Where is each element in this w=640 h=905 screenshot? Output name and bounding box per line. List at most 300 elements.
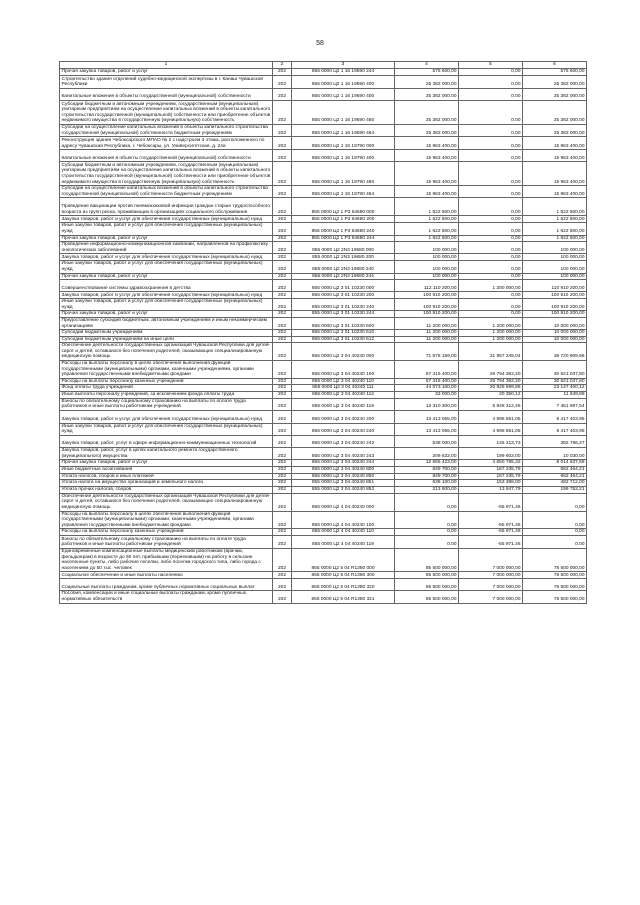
row-value-col6: 30 621 037,80 xyxy=(523,361,587,379)
row-value-col4: 11 200 000,00 xyxy=(395,330,459,337)
row-value-col6: 100 910 200,00 xyxy=(523,311,587,318)
row-csr-cell: 855 0000 Ц2 3 01 10230 600 xyxy=(292,317,395,329)
row-code-cell: 202 xyxy=(273,235,292,242)
table-row xyxy=(60,76,587,89)
table-row xyxy=(60,89,587,101)
row-code-cell: 202 xyxy=(273,486,292,493)
row-name-cell: Иные закупки товаров, работ и услуг для обеспечения государственных (муниципальных) нужд xyxy=(60,299,273,311)
row-csr-cell: 855 0000 Ц2 5 04 R1380 320 xyxy=(292,579,395,591)
row-csr-cell: 855 0000 Ц2 3 04 40240 100 xyxy=(292,361,395,379)
row-value-col4: 57 415 400,00 xyxy=(395,378,459,385)
row-name-cell: Проведение вакцинации против пневмококковой инфекции граждан старше трудоспособного возраста из групп риска, проживающих в организациях социального обслуживания xyxy=(60,198,273,216)
row-value-col5: 13 847,79 xyxy=(459,486,523,493)
row-value-col6: 682 464,21 xyxy=(523,466,587,473)
table-row xyxy=(60,299,587,311)
row-csr-cell: 855 0000 Ц2 1 16 19590 244 xyxy=(292,69,395,76)
row-value-col4: 85 500 000,00 xyxy=(395,579,459,591)
row-value-col6: 30 621 037,80 xyxy=(523,378,587,385)
row-code-cell: 202 xyxy=(273,137,292,150)
row-csr-cell: 855 0000 Ц2 2N3 19680 244 xyxy=(292,273,395,280)
row-name-cell: Расходы на выплаты персоналу казенных учреждений xyxy=(60,378,273,385)
row-csr-cell: 855 0000 Ц2 1 16 19790 464 xyxy=(292,186,395,198)
row-code-cell: 202 xyxy=(273,473,292,480)
row-value-col6: 10 030,00 xyxy=(523,448,587,460)
row-csr-cell: 855 0000 Ц2 2N3 19680 200 xyxy=(292,254,395,261)
row-value-col5: 0,00 xyxy=(459,162,523,186)
table-row xyxy=(60,548,587,571)
row-code-cell: 202 xyxy=(273,330,292,337)
row-value-col5: 0,00 xyxy=(459,299,523,311)
row-value-col5: 1 200 000,00 xyxy=(459,280,523,292)
row-value-col5: 167 235,79 xyxy=(459,466,523,473)
row-name-cell: Закупка товаров, работ и услуг для обеспечения государственных (муниципальных) нужд xyxy=(60,292,273,299)
table-row xyxy=(60,235,587,242)
row-value-col5: 0,00 xyxy=(459,125,523,137)
row-value-col6: 78 500 000,00 xyxy=(523,572,587,579)
row-value-col5: 7 000 000,00 xyxy=(459,548,523,571)
row-name-cell: Субсидии бюджетным и автономным учреждениям, государственным (муниципальным) унитарным предприятиям на осуществление капитальных вложений в объекты капитального строительства государственной (муниципальной) собственности или приобретение объектов недвижимого имущества в государственную (муниципальную) собственность xyxy=(60,101,273,125)
budget-table xyxy=(59,61,587,604)
row-csr-cell: 855 0000 Ц2 1 P3 54680 244 xyxy=(292,235,395,242)
row-value-col6: 0,00 xyxy=(523,535,587,548)
row-csr-cell: 855 0000 Ц2 1 P3 54680 200 xyxy=(292,216,395,223)
table-row xyxy=(60,361,587,379)
row-name-cell: Субсидии на осуществление капитальных вложений в объекты капитального строительства государственной (муниципальной) собственности бюджетным учреждениям xyxy=(60,186,273,198)
row-name-cell: Расходы на выплаты персоналу в целях обеспечения выполнения функций государственными (муниципальными) органами, казенными учреждениями, органами управления государственными внебюджетными фондами xyxy=(60,511,273,529)
row-name-cell: Капитальные вложения в объекты государственной (муниципальной) собственности xyxy=(60,150,273,162)
row-code-cell: 202 xyxy=(273,69,292,76)
row-code-cell: 202 xyxy=(273,198,292,216)
row-csr-cell: 855 0000 Ц2 3 04 40240 200 xyxy=(292,410,395,423)
row-code-cell: 202 xyxy=(273,336,292,343)
row-value-col6: 0,00 xyxy=(523,511,587,529)
row-name-cell: Закупка товаров, работ и услуг для обеспечения государственных (муниципальных) нужд xyxy=(60,410,273,423)
row-code-cell: 202 xyxy=(273,223,292,235)
row-value-col6: 10 000 000,00 xyxy=(523,330,587,337)
row-name-cell: Фонд оплаты труда учреждений xyxy=(60,385,273,392)
row-value-col4: 849 700,00 xyxy=(395,473,459,480)
row-name-cell: Обеспечение деятельности государственных организаций Чувашской Республики для детей-сирот и детей, оставшихся без попечения родителей, оказывающих специализированную медицинскую помощь xyxy=(60,493,273,511)
column-header: 4 xyxy=(395,62,459,69)
row-code-cell: 202 xyxy=(273,493,292,511)
table-row xyxy=(60,591,587,603)
row-value-col6: 10 000 000,00 xyxy=(523,336,587,343)
table-row xyxy=(60,125,587,137)
row-value-col6: 8 014 637,68 xyxy=(523,460,587,467)
row-csr-cell: 855 0000 Ц2 3 04 40240 243 xyxy=(292,448,395,460)
row-csr-cell: 855 0000 Ц2 4 04 40240 119 xyxy=(292,535,395,548)
table-row xyxy=(60,460,587,467)
table-row xyxy=(60,336,587,343)
table-row xyxy=(60,223,587,235)
table-row xyxy=(60,261,587,273)
row-name-cell: Субсидии на осуществление капитальных вложений в объекты капитального строительства государственной (муниципальной) собственности бюджетным учреждениям xyxy=(60,125,273,137)
row-csr-cell: 855 0000 Ц2 3 01 10230 240 xyxy=(292,299,395,311)
row-csr-cell: 855 0000 Ц2 3 04 40240 852 xyxy=(292,486,395,493)
row-value-col4: 85 500 000,00 xyxy=(395,572,459,579)
row-value-col4: 11 200 000,00 xyxy=(395,317,459,329)
row-value-col6: 25 382 000,00 xyxy=(523,76,587,89)
table-row xyxy=(60,448,587,460)
row-value-col6: 39 720 909,96 xyxy=(523,343,587,361)
table-row xyxy=(60,529,587,536)
row-value-col6: 100 000,00 xyxy=(523,254,587,261)
table-row xyxy=(60,101,587,125)
table-row xyxy=(60,423,587,435)
table-row xyxy=(60,392,587,399)
row-code-cell: 202 xyxy=(273,511,292,529)
row-value-col6: 0,00 xyxy=(523,529,587,536)
row-value-col4: 575 600,00 xyxy=(395,69,459,76)
row-value-col4: 25 382 000,00 xyxy=(395,89,459,101)
row-name-cell: Иные выплаты персоналу учреждений, за исключением фонда оплаты труда xyxy=(60,392,273,399)
row-name-cell: Реконструкция здания Чебоксарского МПАО № 2 с надстроем 3 этажа, расположенного по адресу Чувашская Республика, г. Чебоксары, ул. Университетская, д. 24а xyxy=(60,137,273,150)
row-name-cell: Закупка товаров, работ, услуг в сфере информационно-коммуникационных технологий xyxy=(60,436,273,448)
row-name-cell: Субсидии бюджетным учреждениям xyxy=(60,330,273,337)
table-row xyxy=(60,198,587,216)
row-value-col6: 100 910 200,00 xyxy=(523,292,587,299)
row-csr-cell: 855 0000 Ц2 5 04 R1380 000 xyxy=(292,548,395,571)
row-csr-cell: 855 0000 Ц2 3 01 10230 610 xyxy=(292,330,395,337)
row-name-cell: Предоставление субсидий бюджетным, автономным учреждениям и иным некоммерческим организациям xyxy=(60,317,273,329)
row-value-col5: 0,00 xyxy=(459,76,523,89)
row-value-col6: 682 464,21 xyxy=(523,473,587,480)
table-row xyxy=(60,535,587,548)
row-code-cell: 202 xyxy=(273,572,292,579)
row-name-cell: Строительство здания отделений судебно-медицинской экспертизы в г. Канаш Чувашской Республики xyxy=(60,76,273,89)
row-code-cell: 202 xyxy=(273,317,292,329)
row-code-cell: 202 xyxy=(273,385,292,392)
row-csr-cell: 855 0000 Ц2 4 04 40240 100 xyxy=(292,511,395,529)
row-value-col4: 25 382 000,00 xyxy=(395,125,459,137)
row-code-cell: 202 xyxy=(273,436,292,448)
row-csr-cell: 855 0000 Ц2 3 04 40240 111 xyxy=(292,385,395,392)
row-code-cell: 202 xyxy=(273,162,292,186)
row-code-cell: 202 xyxy=(273,292,292,299)
row-code-cell: 202 xyxy=(273,529,292,536)
row-value-col6: 482 712,00 xyxy=(523,480,587,487)
row-csr-cell: 855 0000 Ц2 3 04 40240 850 xyxy=(292,473,395,480)
row-name-cell: Расходы на выплаты персоналу в целях обеспечения выполнения функций государственными (муниципальными) органами, казенными учреждениями, органами управления государственными внебюджетными фондами xyxy=(60,361,273,379)
row-code-cell: 202 xyxy=(273,392,292,399)
row-name-cell: Социальные выплаты гражданам, кроме публичных нормативных социальных выплат xyxy=(60,579,273,591)
row-code-cell: 202 xyxy=(273,280,292,292)
row-value-col6: 1 622 500,00 xyxy=(523,235,587,242)
row-code-cell: 202 xyxy=(273,242,292,254)
row-value-col6: 15 963 400,00 xyxy=(523,150,587,162)
row-name-cell: Субсидии бюджетным учреждениям на иные цели xyxy=(60,336,273,343)
row-csr-cell: 855 0000 Ц2 3 04 40240 000 xyxy=(292,343,395,361)
row-name-cell: Прочая закупка товаров, работ и услуг xyxy=(60,69,273,76)
row-value-col6: 100 000,00 xyxy=(523,273,587,280)
row-csr-cell: 855 0000 Ц2 3 01 10230 244 xyxy=(292,311,395,318)
row-value-col5: 0,00 xyxy=(459,198,523,216)
row-value-col5: 0,00 xyxy=(459,101,523,125)
row-code-cell: 202 xyxy=(273,76,292,89)
table-row xyxy=(60,511,587,529)
row-value-col4: 13 413 055,00 xyxy=(395,410,459,423)
row-name-cell: Взносы по обязательному социальному страхованию на выплаты по оплате труда работников и иные выплаты работникам учреждений xyxy=(60,535,273,548)
row-value-col5: 7 000 000,00 xyxy=(459,591,523,603)
row-value-col5: -55 971,46 xyxy=(459,529,523,536)
row-value-col6: 15 963 400,00 xyxy=(523,186,587,198)
row-code-cell: 202 xyxy=(273,460,292,467)
row-value-col5: 0,00 xyxy=(459,186,523,198)
row-value-col5: 26 794 362,20 xyxy=(459,378,523,385)
row-name-cell: Иные закупки товаров, работ и услуг для обеспечения государственных (муниципальных) нужд xyxy=(60,423,273,435)
row-name-cell: Единовременные компенсационные выплаты медицинским работникам (врачам, фельдшерам) в возрасте до 50 лет, прибывшим (переехавшим) на работу в сельские населенные пункты, либо рабочие поселки, либо поселки городского типа, либо города с населением до 50 тыс. человек xyxy=(60,548,273,571)
row-code-cell: 202 xyxy=(273,466,292,473)
row-name-cell: Расходы на выплаты персоналу казенных учреждений xyxy=(60,529,273,536)
row-value-col4: 15 963 400,00 xyxy=(395,186,459,198)
table-row xyxy=(60,410,587,423)
table-row xyxy=(60,216,587,223)
table-row xyxy=(60,273,587,280)
row-csr-cell: 855 0000 Ц2 3 01 10230 200 xyxy=(292,292,395,299)
row-csr-cell: 855 0000 Ц2 5 04 R1380 321 xyxy=(292,591,395,603)
row-value-col5: 20 925 699,88 xyxy=(459,385,523,392)
table-row xyxy=(60,186,587,198)
row-name-cell: Субсидии бюджетным и автономным учреждениям, государственным (муниципальным) унитарным предприятиям на осуществление капитальных вложений в объекты капитального строительства государственной (муниципальной) собственности или приобретение объектов недвижимого имущества в государственную (муниципальную) собственность xyxy=(60,162,273,186)
row-csr-cell: 855 0000 Ц2 3 04 40240 800 xyxy=(292,466,395,473)
row-value-col4: 0,00 xyxy=(395,493,459,511)
row-value-col5: 7 000 000,00 xyxy=(459,579,523,591)
row-name-cell: Прочая закупка товаров, работ и услуг xyxy=(60,235,273,242)
row-code-cell: 202 xyxy=(273,254,292,261)
row-value-col6: 199 752,21 xyxy=(523,486,587,493)
row-code-cell: 202 xyxy=(273,579,292,591)
row-value-col4: 1 622 500,00 xyxy=(395,198,459,216)
row-value-col6: 100 000,00 xyxy=(523,242,587,254)
table-row xyxy=(60,398,587,410)
row-value-col6: 25 382 000,00 xyxy=(523,101,587,125)
row-value-col5: 0,00 xyxy=(459,216,523,223)
row-csr-cell: 855 0000 Ц2 3 04 40240 851 xyxy=(292,480,395,487)
page-number: 58 xyxy=(316,40,324,47)
row-value-col6: 1 622 500,00 xyxy=(523,223,587,235)
row-value-col4: 15 963 400,00 xyxy=(395,137,459,150)
row-value-col4: 12 665 423,00 xyxy=(395,460,459,467)
row-code-cell: 202 xyxy=(273,89,292,101)
table-row xyxy=(60,378,587,385)
row-name-cell: Взносы по обязательному социальному страхованию на выплаты по оплате труда работников и иные выплаты работникам учреждений xyxy=(60,398,273,410)
row-value-col4: 0,00 xyxy=(395,535,459,548)
row-value-col5: 199 602,00 xyxy=(459,448,523,460)
row-value-col5: 0,00 xyxy=(459,89,523,101)
row-value-col5: 5 848 312,46 xyxy=(459,398,523,410)
table-row xyxy=(60,493,587,511)
row-value-col6: 78 500 000,00 xyxy=(523,548,587,571)
row-value-col5: 167 235,79 xyxy=(459,473,523,480)
row-csr-cell: 855 0000 Ц2 2N3 19680 240 xyxy=(292,261,395,273)
row-csr-cell: 855 0000 Ц2 1 16 19590 400 xyxy=(292,76,395,89)
row-name-cell: Закупка товаров, работ, услуг в целях капитального ремонта государственного (муниципального) имущества xyxy=(60,448,273,460)
table-row xyxy=(60,480,587,487)
row-name-cell: Проведение информационно-коммуникационной кампании, направленной на профилактику онкологических заболеваний xyxy=(60,242,273,254)
row-value-col5: -55 971,46 xyxy=(459,535,523,548)
row-value-col6: 10 000 000,00 xyxy=(523,317,587,329)
row-value-col5: 0,00 xyxy=(459,242,523,254)
row-value-col4: 71 678 159,00 xyxy=(395,343,459,361)
row-value-col5: 4 995 651,05 xyxy=(459,423,523,435)
row-value-col6: 100 000,00 xyxy=(523,261,587,273)
table-row xyxy=(60,572,587,579)
row-value-col4: 100 000,00 xyxy=(395,242,459,254)
row-value-col5: 31 957 249,04 xyxy=(459,343,523,361)
row-name-cell: Капитальные вложения в объекты государственной (муниципальной) собственности xyxy=(60,89,273,101)
row-value-col4: 15 963 400,00 xyxy=(395,150,459,162)
table-row xyxy=(60,473,587,480)
table-row xyxy=(60,343,587,361)
row-value-col5: 0,00 xyxy=(459,137,523,150)
row-csr-cell: 855 0000 Ц2 5 04 R1380 300 xyxy=(292,572,395,579)
row-code-cell: 202 xyxy=(273,150,292,162)
row-code-cell: 202 xyxy=(273,378,292,385)
table-row xyxy=(60,385,587,392)
table-row xyxy=(60,436,587,448)
row-value-col4: 538 000,00 xyxy=(395,436,459,448)
row-value-col5: 0,00 xyxy=(459,261,523,273)
row-name-cell: Закупка товаров, работ и услуг для обеспечения государственных (муниципальных) нужд xyxy=(60,254,273,261)
row-code-cell: 202 xyxy=(273,343,292,361)
row-code-cell: 202 xyxy=(273,535,292,548)
column-header: 6 xyxy=(523,62,587,69)
row-value-col5: 26 794 362,20 xyxy=(459,361,523,379)
table-row xyxy=(60,254,587,261)
row-value-col4: 44 073 100,00 xyxy=(395,385,459,392)
row-value-col4: 85 500 000,00 xyxy=(395,591,459,603)
table-header-row xyxy=(60,62,587,69)
row-value-col5: 0,00 xyxy=(459,235,523,242)
column-header: 5 xyxy=(459,62,523,69)
row-value-col5: -55 971,46 xyxy=(459,511,523,529)
row-code-cell: 202 xyxy=(273,186,292,198)
row-value-col4: 1 622 500,00 xyxy=(395,235,459,242)
row-code-cell: 202 xyxy=(273,261,292,273)
row-value-col4: 100 000,00 xyxy=(395,254,459,261)
row-value-col6: 78 500 000,00 xyxy=(523,591,587,603)
row-value-col6: 575 600,00 xyxy=(523,69,587,76)
row-csr-cell: 855 0000 Ц2 3 04 40240 112 xyxy=(292,392,395,399)
row-value-col4: 100 910 200,00 xyxy=(395,299,459,311)
row-value-col5: 0,00 xyxy=(459,150,523,162)
row-code-cell: 202 xyxy=(273,480,292,487)
column-header: 1 xyxy=(60,62,273,69)
row-csr-cell: 855 0000 Ц2 1 16 19590 400 xyxy=(292,89,395,101)
row-value-col5: 0,00 xyxy=(459,273,523,280)
row-value-col5: 0,00 xyxy=(459,292,523,299)
row-value-col4: 112 110 200,00 xyxy=(395,280,459,292)
row-code-cell: 202 xyxy=(273,311,292,318)
row-value-col4: 100 910 200,00 xyxy=(395,311,459,318)
row-value-col6: 23 147 400,12 xyxy=(523,385,587,392)
table-row xyxy=(60,311,587,318)
row-value-col4: 13 310 300,00 xyxy=(395,398,459,410)
row-csr-cell: 855 0000 Ц2 1 16 19790 460 xyxy=(292,162,395,186)
row-value-col6: 392 786,27 xyxy=(523,436,587,448)
table-row xyxy=(60,292,587,299)
row-csr-cell: 855 0000 Ц2 1 16 19590 460 xyxy=(292,101,395,125)
row-csr-cell: 855 0000 Ц2 3 04 40240 240 xyxy=(292,423,395,435)
row-name-cell: Иные закупки товаров, работ и услуг для обеспечения государственных (муниципальных) нужд xyxy=(60,223,273,235)
row-csr-cell: 855 0000 Ц2 4 04 40240 110 xyxy=(292,529,395,536)
row-value-col6: 7 461 987,54 xyxy=(523,398,587,410)
row-value-col4: 209 632,00 xyxy=(395,448,459,460)
row-value-col5: 20 350,12 xyxy=(459,392,523,399)
row-name-cell: Прочая закупка товаров, работ и услуг xyxy=(60,311,273,318)
row-value-col4: 25 382 000,00 xyxy=(395,101,459,125)
row-csr-cell: 855 0000 Ц2 3 01 10230 000 xyxy=(292,280,395,292)
row-value-col5: 4 650 785,32 xyxy=(459,460,523,467)
row-name-cell: Уплата налогов, сборов и иных платежей xyxy=(60,473,273,480)
row-csr-cell: 855 0000 Ц2 2N3 19680 000 xyxy=(292,242,395,254)
row-value-col4: 849 700,00 xyxy=(395,466,459,473)
row-value-col4: 100 000,00 xyxy=(395,273,459,280)
row-code-cell: 202 xyxy=(273,125,292,137)
row-value-col6: 8 417 403,95 xyxy=(523,410,587,423)
row-value-col4: 32 000,00 xyxy=(395,392,459,399)
row-value-col5: 1 200 000,00 xyxy=(459,336,523,343)
row-value-col4: 1 622 500,00 xyxy=(395,223,459,235)
row-value-col4: 15 963 400,00 xyxy=(395,162,459,186)
table-row xyxy=(60,280,587,292)
row-value-col6: 110 910 200,00 xyxy=(523,280,587,292)
row-value-col5: -55 971,46 xyxy=(459,493,523,511)
row-name-cell: Прочая закупка товаров, работ и услуг xyxy=(60,273,273,280)
row-code-cell: 202 xyxy=(273,591,292,603)
row-value-col6: 1 622 500,00 xyxy=(523,216,587,223)
row-value-col6: 11 649,88 xyxy=(523,392,587,399)
row-value-col4: 636 100,00 xyxy=(395,480,459,487)
row-value-col4: 100 000,00 xyxy=(395,261,459,273)
row-name-cell: Прочая закупка товаров, работ и услуг xyxy=(60,460,273,467)
row-code-cell: 202 xyxy=(273,273,292,280)
row-code-cell: 202 xyxy=(273,361,292,379)
row-value-col5: 1 200 000,00 xyxy=(459,330,523,337)
table-row xyxy=(60,317,587,329)
row-name-cell: Иные бюджетные ассигнования xyxy=(60,466,273,473)
row-value-col5: 0,00 xyxy=(459,254,523,261)
row-csr-cell: 855 0000 Ц2 3 04 40240 119 xyxy=(292,398,395,410)
row-value-col5: 7 000 000,00 xyxy=(459,572,523,579)
table-row xyxy=(60,69,587,76)
row-code-cell: 202 xyxy=(273,423,292,435)
row-value-col6: 100 910 200,00 xyxy=(523,299,587,311)
row-name-cell: Обеспечение деятельности государственных организаций Чувашской Республики для детей-сирот и детей, оставшихся без попечения родителей, оказывающих специализированную медицинскую помощь xyxy=(60,343,273,361)
row-code-cell: 202 xyxy=(273,548,292,571)
row-value-col5: 0,00 xyxy=(459,311,523,318)
table-row xyxy=(60,330,587,337)
row-value-col4: 57 415 400,00 xyxy=(395,361,459,379)
table-row xyxy=(60,466,587,473)
row-value-col4: 11 200 000,00 xyxy=(395,336,459,343)
row-value-col6: 25 382 000,00 xyxy=(523,89,587,101)
row-name-cell: Закупка товаров, работ и услуг для обеспечения государственных (муниципальных) нужд xyxy=(60,216,273,223)
row-name-cell: Пособия, компенсации и иные социальные выплаты гражданам, кроме публичных нормативных обязательств xyxy=(60,591,273,603)
row-value-col4: 0,00 xyxy=(395,529,459,536)
row-csr-cell: 855 0000 Ц2 3 04 40240 110 xyxy=(292,378,395,385)
row-name-cell: Совершенствование системы здравоохранения в детства xyxy=(60,280,273,292)
row-value-col4: 1 622 500,00 xyxy=(395,216,459,223)
table-row xyxy=(60,150,587,162)
table-row xyxy=(60,162,587,186)
row-csr-cell: 855 0000 Ц2 3 04 40240 242 xyxy=(292,436,395,448)
row-csr-cell: 855 0000 Ц2 1 16 19590 464 xyxy=(292,125,395,137)
row-value-col5: 4 995 651,05 xyxy=(459,410,523,423)
row-value-col6: 1 622 500,00 xyxy=(523,198,587,216)
row-name-cell: Иные закупки товаров, работ и услуг для обеспечения государственных (муниципальных) нужд xyxy=(60,261,273,273)
row-value-col6: 0,00 xyxy=(523,493,587,511)
